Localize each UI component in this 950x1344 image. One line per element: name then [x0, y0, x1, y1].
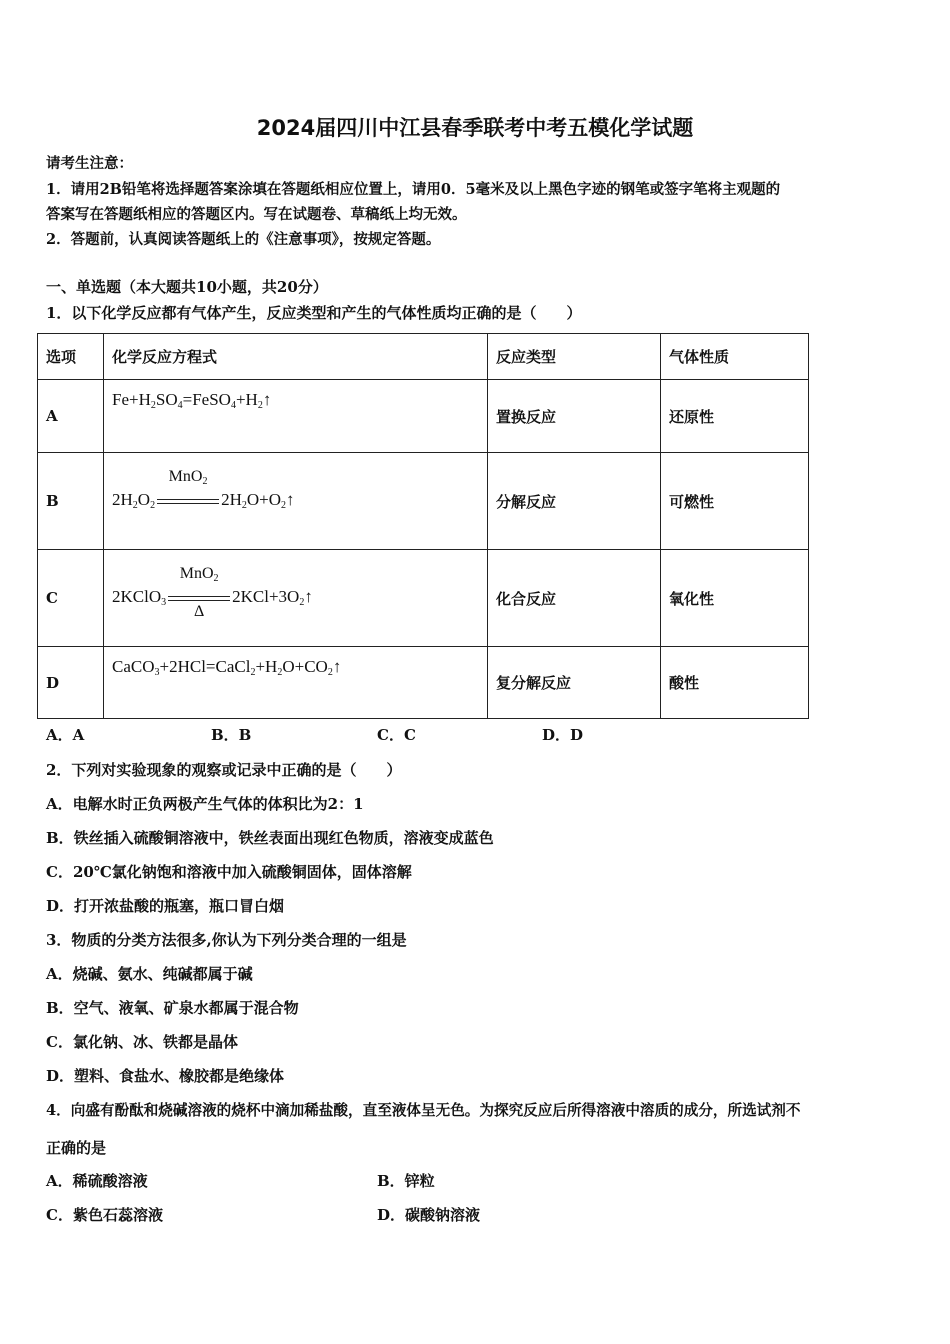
equation-cell — [104, 550, 488, 647]
table-row — [38, 550, 809, 647]
q1-choice-b: B．B — [211, 726, 252, 744]
option-cell: C — [38, 550, 104, 647]
q1-choice-d: D．D — [542, 726, 584, 744]
question-2-stem: 2．下列对实验现象的观察或记录中正确的是（ ） — [46, 761, 402, 779]
reaction-type-cell: 置换反应 — [488, 380, 661, 453]
table-header-cell: 气体性质 — [661, 334, 809, 380]
notice-line-2: 答案写在答题纸相应的答题区内。写在试题卷、草稿纸上均无效。 — [46, 206, 467, 223]
reaction-type-cell: 复分解反应 — [488, 647, 661, 719]
q2-option-d: D．打开浓盐酸的瓶塞，瓶口冒白烟 — [46, 897, 285, 915]
q2-option-a: A．电解水时正负两极产生气体的体积比为2：1 — [46, 795, 364, 813]
question-1-table — [37, 333, 809, 719]
page-title: 2024届四川中江县春季联考中考五模化学试题 — [256, 116, 694, 140]
gas-property-cell: 可燃性 — [661, 453, 809, 550]
equation-d: $CaCO_3+2HCl=CaCl_2+H_2O+CO_2↑$ — [112, 657, 342, 678]
reaction-type-cell: 分解反应 — [488, 453, 661, 550]
q4-option-a: A．稀硫酸溶液 — [46, 1172, 148, 1190]
q3-option-d: D．塑料、食盐水、橡胶都是绝缘体 — [46, 1067, 285, 1085]
equation-cell — [104, 453, 488, 550]
equation-cell — [104, 380, 488, 453]
table-header-cell: 反应类型 — [488, 334, 661, 380]
question-4-stem-line-2: 正确的是 — [46, 1139, 107, 1157]
option-cell: A — [38, 380, 104, 453]
table-header-cell: 化学反应方程式 — [104, 334, 488, 380]
question-4-stem-line-1: 4．向盛有酚酞和烧碱溶液的烧杯中滴加稀盐酸，直至液体呈无色。为探究反应后所得溶液中溶质的成分，所选试剂不 — [46, 1102, 801, 1119]
gas-property-cell: 酸性 — [661, 647, 809, 719]
equation-c: 2KClO$_3$ MnO$_2$ Δ $2KCl+3O_2↑$ — [112, 564, 313, 620]
gas-property-cell: 氧化性 — [661, 550, 809, 647]
section-heading: 一、单选题（本大题共10小题，共20分） — [46, 278, 328, 296]
table-row — [38, 453, 809, 550]
notice-line-1: 1．请用2B铅笔将选择题答案涂填在答题纸相应位置上，请用0．5毫米及以上黑色字迹的钢笔或签字笔将主观题的 — [46, 181, 781, 198]
question-3-stem: 3．物质的分类方法很多,你认为下列分类合理的一组是 — [46, 931, 407, 949]
heat-symbol: Δ — [193, 602, 205, 620]
equation-b: $2H_2O_2$ MnO$_2$ $2H_2O+O_2↑$ — [112, 467, 295, 512]
table-row — [38, 647, 809, 719]
q4-option-c: C．紫色石蕊溶液 — [46, 1206, 163, 1224]
option-cell: D — [38, 647, 104, 719]
gas-property-cell: 还原性 — [661, 380, 809, 453]
q3-option-c: C．氯化钠、冰、铁都是晶体 — [46, 1033, 238, 1051]
table-header-cell: 选项 — [38, 334, 104, 380]
q2-option-c: C．20℃氯化钠饱和溶液中加入硫酸铜固体，固体溶解 — [46, 863, 412, 881]
q1-choice-c: C．C — [377, 726, 416, 744]
q4-option-d: D．碳酸钠溶液 — [377, 1206, 481, 1224]
question-1-stem: 1．以下化学反应都有气体产生，反应类型和产生的气体性质均正确的是（ ） — [46, 304, 582, 322]
equation-a: $Fe+H_2SO_4=FeSO_4+H_2↑$ — [112, 390, 272, 411]
q2-option-b: B．铁丝插入硫酸铜溶液中，铁丝表面出现红色物质，溶液变成蓝色 — [46, 829, 494, 847]
table-header-row — [38, 334, 809, 380]
q3-option-a: A．烧碱、氨水、纯碱都属于碱 — [46, 965, 253, 983]
option-cell: B — [38, 453, 104, 550]
reaction-condition: MnO$_2$ Δ — [168, 589, 230, 609]
notice-line-3: 2．答题前，认真阅读答题纸上的《注意事项》，按规定答题。 — [46, 231, 441, 248]
q3-option-b: B．空气、液氧、矿泉水都属于混合物 — [46, 999, 299, 1017]
q4-option-b: B．锌粒 — [377, 1172, 435, 1190]
notice-heading: 请考生注意： — [46, 155, 133, 172]
q1-choice-a: A．A — [46, 726, 85, 744]
reaction-condition: MnO$_2$ — [157, 492, 219, 512]
equation-cell — [104, 647, 488, 719]
table-row — [38, 380, 809, 453]
reaction-type-cell: 化合反应 — [488, 550, 661, 647]
